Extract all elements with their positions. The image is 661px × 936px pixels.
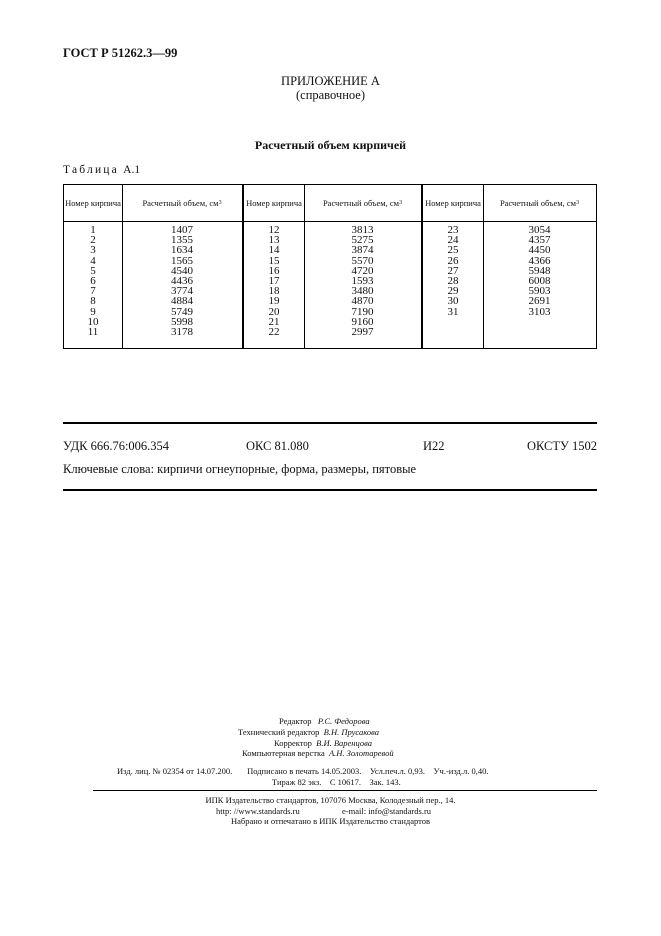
table-cell: 4870 [351, 295, 374, 308]
table-cell: 5903 [528, 285, 551, 298]
table-cell: 3 [90, 244, 96, 257]
table-cell: 6 [90, 274, 96, 287]
group-1-numbers [64, 225, 122, 337]
standard-number: ГОСТ Р 51262.3—99 [63, 46, 178, 60]
header-number: Номер кирпича [425, 198, 481, 208]
appendix-heading [0, 74, 661, 102]
table-cell: 4450 [528, 244, 551, 257]
table-cell: 1355 [171, 234, 193, 247]
table-cell: 25 [447, 244, 459, 257]
table-cell: 6008 [528, 274, 551, 287]
table-cell: 17 [268, 274, 280, 287]
table-cell: 1634 [171, 244, 193, 257]
table-cell: 4884 [171, 295, 193, 308]
table-cell: 20 [268, 305, 280, 318]
table-cell: 11 [87, 325, 99, 338]
bottom-rule [63, 489, 597, 491]
publisher-web: http: //www.standards.ru [216, 806, 300, 816]
table-cell: 5948 [528, 264, 551, 277]
table-cell: 9 [90, 305, 96, 318]
group-2-numbers [244, 225, 304, 337]
okstu-code: ОКСТУ 1502 [526, 439, 597, 453]
printed-note: Набрано и отпечатано в ИПК Издательство стандартов [230, 816, 431, 826]
table-cell: 9160 [351, 315, 374, 328]
table-cell: 3103 [528, 305, 551, 318]
index-code: И22 [423, 439, 445, 453]
udk-code: УДК 666.76:006.354 [63, 439, 170, 453]
table-cell: 8 [90, 295, 96, 308]
table-label-prefix: Таблица [63, 164, 119, 176]
table-cell: 5998 [171, 315, 193, 328]
publisher-email: e-mail: info@standards.ru [342, 806, 432, 816]
table-label-number: А.1 [123, 164, 141, 176]
table-cell: 3178 [171, 325, 193, 338]
publisher-address: ИПК Издательство стандартов, 107076 Москва, Колодезный пер., 14. [205, 795, 456, 805]
table-cell: 10 [87, 315, 99, 328]
header-volume: Расчетный объем, см 3 [499, 198, 580, 208]
imprint-rule [93, 790, 597, 791]
table-cell: 21 [268, 315, 280, 328]
header-number: Номер кирпича [65, 198, 121, 208]
table-cell: 3054 [528, 224, 551, 236]
table-cell: 2 [90, 234, 96, 247]
table-cell: 4366 [528, 254, 551, 267]
table-cell: 15 [268, 254, 280, 267]
table-cell: 22 [268, 325, 280, 338]
table-label [63, 164, 140, 176]
table-cell: 1593 [351, 274, 374, 287]
credit-layout: Компьютерная верстка А.Н. Золотаревой [242, 748, 394, 758]
header-number: Номер кирпича [246, 198, 302, 208]
header-volume: Расчетный объем, см 3 [142, 198, 222, 208]
table-cell: 1565 [171, 254, 193, 267]
table-cell: 7 [90, 285, 96, 298]
appendix-title: ПРИЛОЖЕНИЕ А [281, 74, 380, 88]
table-cell: 4540 [171, 264, 193, 277]
table-cell: 3774 [171, 285, 193, 298]
table-cell: 13 [268, 234, 280, 247]
imprint-line-2: Тираж 82 экз. С 10617. Зак. 143. [272, 777, 401, 787]
table-cell: 5 [90, 264, 96, 277]
keywords: Ключевые слова: кирпичи огнеупорные, форма, размеры, пятовые [63, 462, 417, 476]
appendix-subtitle: (справочное) [295, 88, 366, 102]
brick-volume-table [63, 184, 597, 349]
table-cell: 19 [268, 295, 280, 308]
table-cell: 2997 [351, 325, 374, 338]
oks-code: ОКС 81.080 [246, 439, 309, 453]
table-cell: 12 [268, 224, 280, 236]
table-cell: 7190 [351, 305, 374, 318]
table-cell: 2691 [528, 295, 551, 308]
group-3-numbers [423, 225, 483, 317]
table-cell: 4720 [351, 264, 374, 277]
table-cell: 24 [447, 234, 459, 247]
table-cell: 3813 [351, 224, 374, 236]
table-cell: 29 [447, 285, 459, 298]
table-cell: 1 [90, 224, 96, 236]
table-cell: 30 [447, 295, 459, 308]
credit-corrector: Корректор В.И. Варенцова [274, 738, 373, 748]
credit-tech-editor: Технический редактор В.Н. Прусакова [238, 727, 379, 737]
table-cell: 5570 [351, 254, 374, 267]
table-cell: 5749 [171, 305, 193, 318]
table-cell: 26 [447, 254, 459, 267]
table-cell: 27 [447, 264, 459, 277]
table-cell: 14 [268, 244, 280, 257]
table-cell: 23 [447, 224, 459, 236]
table-cell: 1407 [171, 224, 193, 236]
credit-editor: Редактор Р.С. Федорова [279, 716, 370, 726]
table-cell: 5275 [351, 234, 374, 247]
table-cell: 16 [268, 264, 280, 277]
table-cell: 18 [268, 285, 280, 298]
table-cell: 28 [447, 274, 459, 287]
imprint-line-1: Изд. лиц. № 02354 от 14.07.200. Подписано в печать 14.05.2003. Усл.печ.л. 0,93. Уч.-изд.л. 0,40. [117, 766, 489, 776]
table-cell: 3874 [351, 244, 374, 257]
table-cell: 31 [447, 305, 459, 318]
table-cell: 4436 [171, 274, 193, 287]
top-rule [63, 422, 597, 424]
table-title: Расчетный объем кирпичей [254, 138, 407, 152]
table-cell: 4357 [528, 234, 551, 247]
group-2-volumes [304, 225, 421, 337]
table-cell: 3480 [351, 285, 374, 298]
group-1-volumes [122, 225, 242, 337]
table-cell: 4 [90, 254, 96, 267]
header-volume: Расчетный объем, см 3 [322, 198, 403, 208]
table-header-divider [64, 221, 596, 222]
group-3-volumes [483, 225, 596, 317]
